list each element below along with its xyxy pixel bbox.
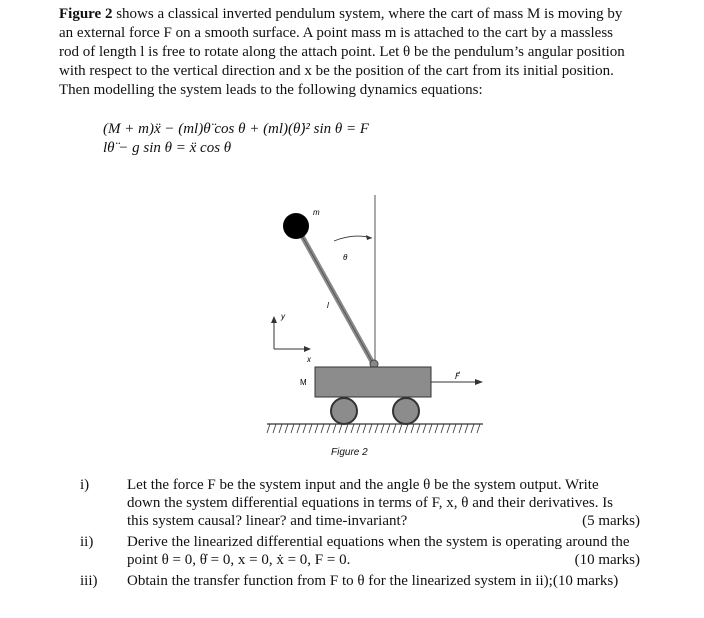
y-axis-arrowhead — [271, 316, 277, 323]
left-wheel — [331, 398, 357, 424]
label-theta: θ — [343, 253, 348, 262]
label-F: F⃗ — [455, 372, 460, 381]
intro-line-3: rod of length l is free to rotate along the attach point. Let θ be the pendulum’s angular position — [59, 44, 625, 60]
cart-body — [315, 367, 431, 397]
question-1-number: i) — [80, 477, 90, 493]
pendulum-rod-edge — [297, 227, 375, 367]
intro-line-2: an external force F on a smooth surface. A point mass m is attached to the cart by a massless — [59, 25, 614, 41]
intro-line-4: with respect to the vertical direction and x be the position of the cart from its initial position. — [59, 63, 614, 79]
question-2-line-1: Derive the linearized differential equations when the system is operating around the — [127, 534, 630, 550]
question-3-text — [127, 572, 640, 590]
question-2-text — [127, 533, 640, 569]
question-1-last-line: this system causal? linear? and time-invariant? — [127, 513, 408, 529]
x-axis-arrowhead — [304, 346, 311, 352]
intro-line-1 — [59, 5, 647, 24]
intro-paragraph — [59, 5, 647, 100]
label-m: m — [313, 208, 320, 217]
question-1-line-1: Let the force F be the system input and the angle θ be the system output. Write — [127, 477, 599, 493]
question-1-text — [127, 476, 640, 530]
intro-line-5: Then modelling the system leads to the following dynamics equations: — [59, 82, 483, 98]
equation-1: (M + m)ẍ − (ml)θ̈ cos θ + (ml)(θ̇)² sin θ = F — [103, 121, 370, 137]
label-M: M — [300, 378, 307, 387]
equation-2: lθ̈ − g sin θ = ẍ cos θ — [103, 140, 232, 156]
question-2-marks: (10 marks) — [574, 552, 640, 568]
question-1-line-3 — [127, 512, 640, 530]
question-3-last-line: Obtain the transfer function from F to θ for the linearized system in ii);(10 marks) — [127, 573, 619, 589]
intro-line-1-text: shows a classical inverted pendulum system, where the cart of mass M is moving by — [112, 6, 623, 22]
ground-hatching — [267, 424, 480, 433]
label-l: l — [327, 301, 329, 310]
question-2-last-line: point θ = 0, θ̇ = 0, x = 0, ẋ = 0, F = 0. — [127, 552, 351, 568]
label-y: y — [281, 312, 285, 321]
theta-arc — [334, 236, 372, 241]
question-1-marks: (5 marks) — [582, 513, 640, 529]
right-wheel — [393, 398, 419, 424]
question-3-number: iii) — [80, 573, 98, 589]
point-mass — [283, 213, 309, 239]
label-x: x — [307, 355, 311, 364]
question-2-line-2 — [127, 551, 640, 569]
figure-reference: Figure 2 — [59, 6, 113, 22]
force-arrowhead — [475, 379, 483, 385]
question-1-line-2: down the system differential equations in terms of F, x, θ and their derivatives. Is — [127, 495, 614, 511]
question-2-number: ii) — [80, 534, 94, 550]
inverted-pendulum-figure — [250, 195, 500, 445]
figure-caption: Figure 2 — [331, 447, 368, 458]
